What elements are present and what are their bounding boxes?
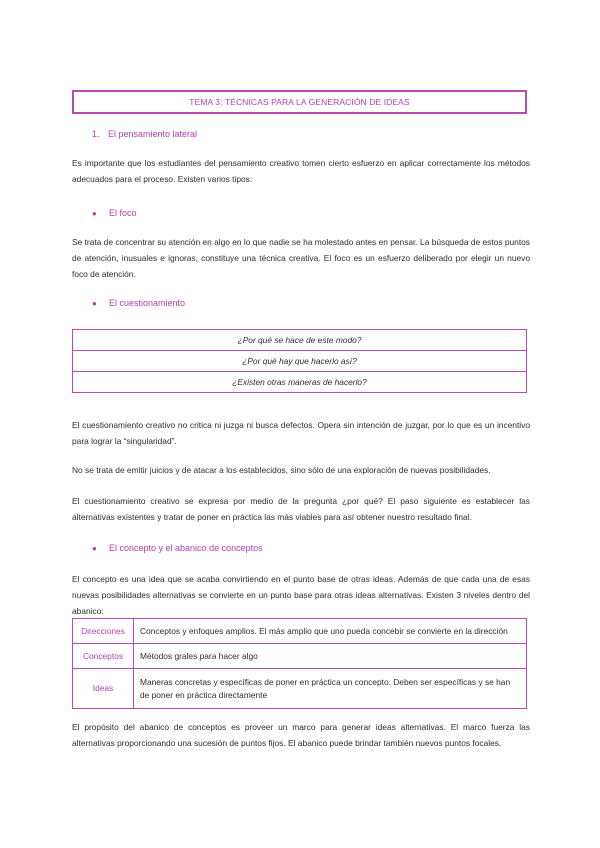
cuestionamiento-heading-text: El cuestionamiento [109,298,186,308]
level-description: Métodos grales para hacer algo [134,644,527,669]
question-cell: ¿Por qué hay que hacerlo así? [73,351,527,372]
foco-heading-text: El foco [109,208,137,218]
foco-heading [92,208,137,218]
concepto-paragraph: El concepto es una idea que se acaba convirtiendo en el punto base de otras ideas. Además de que cada una de esas nuevas posibilidades alternativas se convierte en un punto base para otras ideas alternativas. Existen 3 niveles dentro del abanico: [72,574,530,616]
table-row [73,351,527,372]
closing-paragraph: El propósito del abanico de conceptos es proveer un marco para generar ideas alternativas. El marco fuerza las alternativas proporcionando una sucesión de puntos fijos. El abanico puede brindar también nuevos puntos focales. [72,722,530,748]
cuestionamiento-heading [92,298,185,308]
section-title: El pensamiento lateral [108,129,198,139]
level-label: Direcciones [73,619,134,644]
table-row [73,372,527,393]
question-cell: ¿Por qué se hace de este modo? [73,330,527,351]
foco-paragraph: Se trata de concentrar su atención en algo en lo que nadie se ha molestado antes en pensar. La búsqueda de estos puntos de atención, inusuales e ignoras, constituye una técnica creativa. El foco es un esfuerzo deliberado por elegir un nuevo foco de atención. [72,237,530,279]
table-row [73,644,527,669]
cuestionamiento-paragraph-1: El cuestionamiento creativo no critica ni juzga ni busca defectos. Opera sin intención de juzgar, por lo que es un incentivo para lograr la “singularidad”. [72,420,530,446]
table-row [73,619,527,644]
level-description: Conceptos y enfoques amplios. El más amplio que uno pueda concebir se convierte en la dirección [134,619,527,644]
intro-paragraph: Es importante que los estudiantes del pensamiento creativo tomen cierto esfuerzo en aplicar correctamente los métodos adecuados para el proceso. Existen varios tipos: [72,158,530,184]
level-label: Ideas [73,669,134,709]
bullet-icon: ● [92,544,97,553]
level-label: Conceptos [73,644,134,669]
cuestionamiento-paragraph-3: El cuestionamiento creativo se expresa por medio de la pregunta ¿por qué? El paso siguiente es establecer las alternativas existentes y tratar de poner en práctica las más viables para así obtener nuestro resultado final. [72,496,530,522]
level-description: Maneras concretas y específicas de poner en práctica un concepto. Deben ser específicas y se han de poner en práctica directamente [134,669,527,709]
bullet-icon: ● [92,299,97,308]
section-number: 1. [92,129,100,139]
questions-table [72,329,527,393]
levels-table [72,618,527,709]
bullet-icon: ● [92,209,97,218]
question-cell: ¿Existen otras maneras de hacerlo? [73,372,527,393]
table-row [73,669,527,709]
concepto-heading-text: El concepto y el abanico de conceptos [109,543,263,553]
page-title: TEMA 3: TÉCNICAS PARA LA GENERACIÓN DE IDEAS [72,90,527,114]
concepto-heading [92,543,263,553]
section-heading [92,129,197,139]
cuestionamiento-paragraph-2: No se trata de emitir juicios y de atacar a los establecidos, sino sólo de una exploración de nuevas posibilidades. [72,465,491,475]
table-row [73,330,527,351]
